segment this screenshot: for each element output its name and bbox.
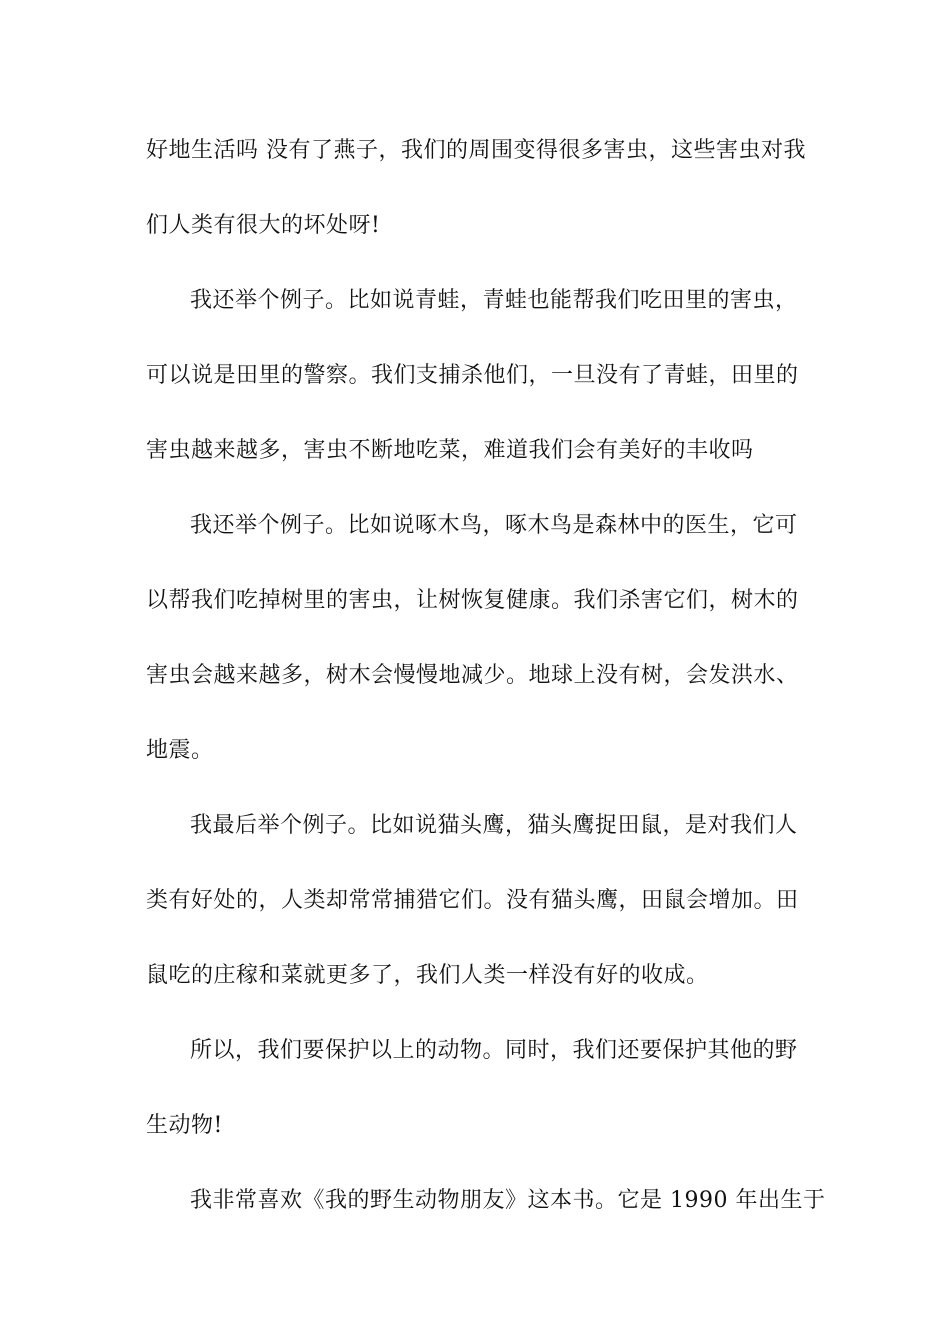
text-line: 害虫会越来越多，树木会慢慢地减少。地球上没有树，会发洪水、 [146, 663, 799, 688]
text-line: 可以说是田里的警察。我们支捕杀他们，一旦没有了青蛙，田里的 [146, 363, 799, 388]
text-line: 类有好处的，人类却常常捕猎它们。没有猫头鹰，田鼠会增加。田 [146, 888, 799, 913]
text-line: 好地生活吗 没有了燕子，我们的周围变得很多害虫，这些害虫对我 [146, 138, 806, 163]
paragraph-start-line: 我最后举个例子。比如说猫头鹰，猫头鹰捉田鼠，是对我们人 [190, 813, 798, 838]
text-line: 鼠吃的庄稼和菜就更多了，我们人类一样没有好的收成。 [146, 963, 709, 988]
text-line: 以帮我们吃掉树里的害虫，让树恢复健康。我们杀害它们，树木的 [146, 588, 799, 613]
paragraph-start-line: 我还举个例子。比如说啄木鸟，啄木鸟是森林中的医生，它可 [190, 513, 798, 538]
paragraph-start-line: 我还举个例子。比如说青蛙，青蛙也能帮我们吃田里的害虫， [190, 288, 798, 313]
paragraph-start-line: 所以，我们要保护以上的动物。同时，我们还要保护其他的野 [190, 1038, 798, 1063]
text-line: 们人类有很大的坏处呀! [146, 213, 381, 238]
document-body [146, 128, 826, 1253]
text-line: 地震。 [146, 738, 214, 763]
text-line: 害虫越来越多，害虫不断地吃菜，难道我们会有美好的丰收吗 [146, 438, 754, 463]
paragraph-start-line: 我非常喜欢《我的野生动物朋友》这本书。它是 1990 年出生于 [190, 1188, 826, 1213]
text-line: 生动物! [146, 1113, 223, 1138]
